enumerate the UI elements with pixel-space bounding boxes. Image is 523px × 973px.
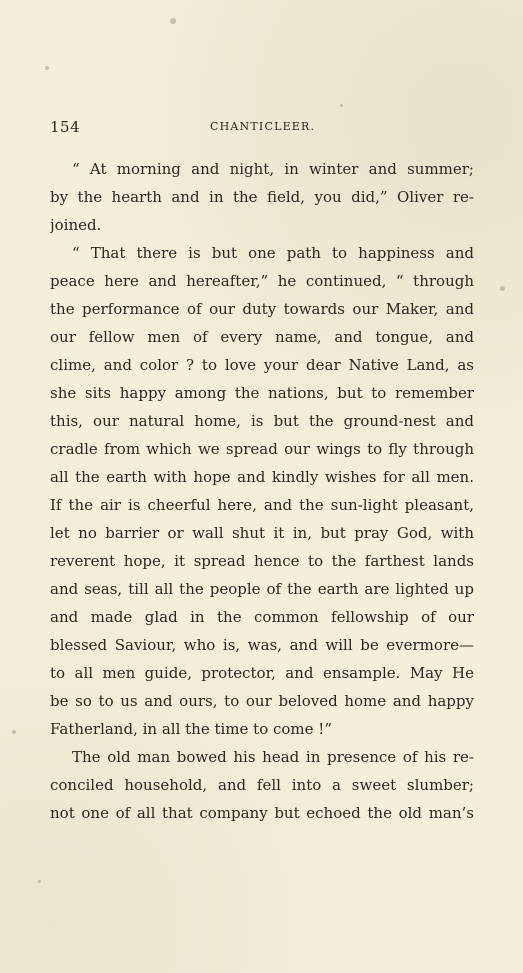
text-line: the performance of our duty towards our Maker, and xyxy=(50,300,474,318)
text-line: she sits happy among the nations, but to remember xyxy=(50,384,474,402)
text-line: blessed Saviour, who is, was, and will be evermore— xyxy=(50,636,474,654)
paper-speck xyxy=(12,730,16,734)
text-line: this, our natural home, is but the ground-nest and xyxy=(50,412,474,430)
text-line: be so to us and ours, to our beloved home and happy xyxy=(50,692,474,710)
running-head: CHANTICLEER. xyxy=(210,120,316,133)
page-number: 154 xyxy=(50,118,81,136)
paper-speck xyxy=(170,18,176,24)
text-line: and made glad in the common fellowship of our xyxy=(50,608,474,626)
paper-speck xyxy=(340,104,343,107)
text-line: not one of all that company but echoed the old man’s xyxy=(50,804,474,822)
paper-speck xyxy=(38,880,41,883)
text-line: “ At morning and night, in winter and summer; xyxy=(72,160,474,178)
paper-speck xyxy=(45,66,49,70)
text-line: “ That there is but one path to happiness and xyxy=(72,244,474,262)
paper-speck xyxy=(500,286,505,291)
text-line: clime, and color ? to love your dear Native Land, as xyxy=(50,356,474,374)
text-line: Fatherland, in all the time to come !” xyxy=(50,720,332,738)
page-header xyxy=(50,118,470,138)
text-line: conciled household, and fell into a sweet slumber; xyxy=(50,776,474,794)
text-line: our fellow men of every name, and tongue, and xyxy=(50,328,474,346)
text-line: peace here and hereafter,” he continued, “ through xyxy=(50,272,474,290)
text-line: joined. xyxy=(50,216,102,234)
text-line: reverent hope, it spread hence to the farthest lands xyxy=(50,552,474,570)
text-line: and seas, till all the people of the earth are lighted up xyxy=(50,580,474,598)
text-line: to all men guide, protector, and ensample. May He xyxy=(50,664,474,682)
text-line: let no barrier or wall shut it in, but pray God, with xyxy=(50,524,474,542)
text-line: The old man bowed his head in presence of his re- xyxy=(72,748,474,766)
text-body xyxy=(50,155,474,827)
text-line: by the hearth and in the field, you did,” Oliver re- xyxy=(50,188,474,206)
text-line: cradle from which we spread our wings to fly through xyxy=(50,440,474,458)
text-line: all the earth with hope and kindly wishes for all men. xyxy=(50,468,474,486)
text-line: If the air is cheerful here, and the sun-light pleasant, xyxy=(50,496,474,514)
